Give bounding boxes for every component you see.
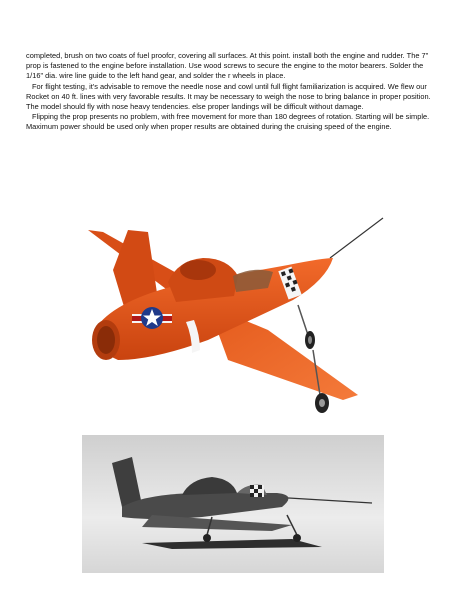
paragraph-3: Flipping the prop presents no problem, with free movement for more than 180 degrees of rotation. Starting will be simple. Maximum power should be used only when proper results are obtained during the cruising speed of the engine. — [26, 112, 430, 132]
rocket-bw-photo — [82, 435, 384, 573]
rocket-color-photo — [58, 210, 388, 430]
paragraph-1: completed, brush on two coats of fuel proofcr, covering all surfaces. At this point. install both the engine and rudder. The 7" prop is fastened to the engine before installation. Use wood screws to secure the engine to the motor bearers. Solder the 1/16" dia. wire line guide to the left hand gear, and solder the r wheels in place. — [26, 51, 429, 81]
paragraph-2: For flight testing, it's advisable to remove the needle nose and cowl until full flight familiarization is acquired. We flew our Rocket on 40 ft. lines with very favorable results. It may be necessary to weigh the nose to bring balance in proper position. The model should fly with nose heavy tendencies. else proper landings will be difficult without damage. — [26, 81, 431, 112]
article-text — [26, 51, 434, 133]
